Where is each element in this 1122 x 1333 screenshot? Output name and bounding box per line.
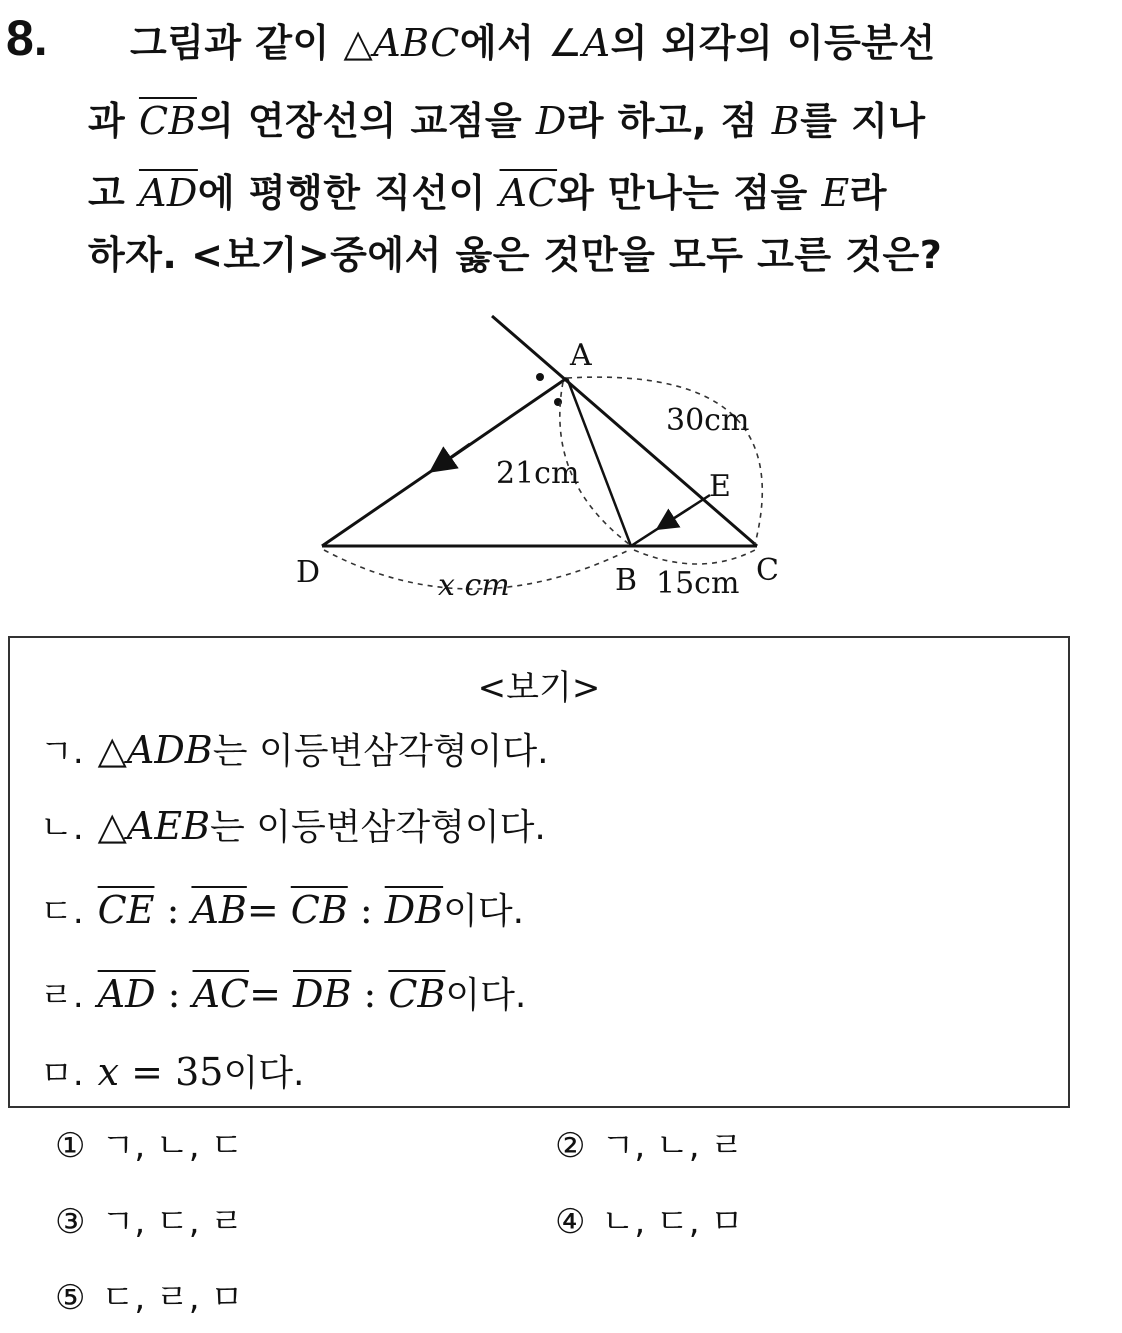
question-line-1: 그림과 같이 △ABC에서 ∠A의 외각의 이등분선 bbox=[130, 21, 936, 65]
parallel-arrow bbox=[665, 508, 690, 524]
triangle-figure bbox=[0, 290, 1122, 620]
choice-5[interactable]: ⑤ ㄷ, ㄹ, ㅁ bbox=[55, 1278, 244, 1318]
choice-1[interactable]: ① ㄱ, ㄴ, ㄷ bbox=[55, 1126, 244, 1166]
bisector-arrow bbox=[440, 444, 470, 465]
bogi-box bbox=[8, 636, 1070, 1108]
question-line-3: 고 $\overline{AD}$에 평행한 직선이 $\overline{AC}$와 만나는 점을 E라 bbox=[88, 171, 887, 215]
label-E: E bbox=[709, 469, 731, 504]
bogi-title: <보기> bbox=[477, 668, 601, 708]
label-B: B bbox=[615, 563, 638, 598]
question-line-4: 하자. <보기>중에서 옳은 것만을 모두 고른 것은? bbox=[88, 233, 943, 277]
choice-4[interactable]: ④ ㄴ, ㄷ, ㅁ bbox=[555, 1202, 744, 1242]
label-C: C bbox=[756, 553, 779, 588]
bogi-item-2: ㄴ. △AEB는 이등변삼각형이다. bbox=[40, 804, 546, 848]
triangle-symbol: △ bbox=[97, 804, 127, 848]
length-bc: 15cm bbox=[656, 566, 740, 601]
choice-2[interactable]: ② ㄱ, ㄴ, ㄹ bbox=[555, 1126, 744, 1166]
question-line-2: 과 $\overline{CB}$의 연장선의 교점을 D라 하고, 점 B를 지나 bbox=[88, 99, 926, 143]
length-db: x cm bbox=[438, 568, 510, 603]
label-D: D bbox=[296, 555, 321, 590]
question-number: 8. bbox=[6, 10, 48, 66]
bogi-item-4: ㄹ. $\overline{AD}$ : $\overline{AC}= \overline{DB}$ : $\overline{CB}$이다. bbox=[40, 972, 527, 1016]
length-ac: 30cm bbox=[666, 403, 750, 438]
angle-mark-dot-1 bbox=[536, 373, 544, 381]
bogi-item-5: ㅁ. x = 35이다. bbox=[40, 1050, 305, 1094]
triangle-symbol: △ bbox=[343, 21, 374, 65]
bogi-item-3: ㄷ. $\overline{CE}$ : $\overline{AB}= \overline{CB}$ : $\overline{DB}$이다. bbox=[40, 888, 525, 932]
choice-3[interactable]: ③ ㄱ, ㄷ, ㄹ bbox=[55, 1202, 244, 1242]
angle-symbol: ∠ bbox=[548, 21, 583, 65]
label-A: A bbox=[570, 338, 592, 373]
length-ab: 21cm bbox=[496, 456, 580, 491]
dim-arc-bc bbox=[634, 550, 755, 564]
bogi-item-1: ㄱ. △ADB는 이등변삼각형이다. bbox=[40, 728, 549, 772]
triangle-symbol: △ bbox=[97, 728, 127, 772]
